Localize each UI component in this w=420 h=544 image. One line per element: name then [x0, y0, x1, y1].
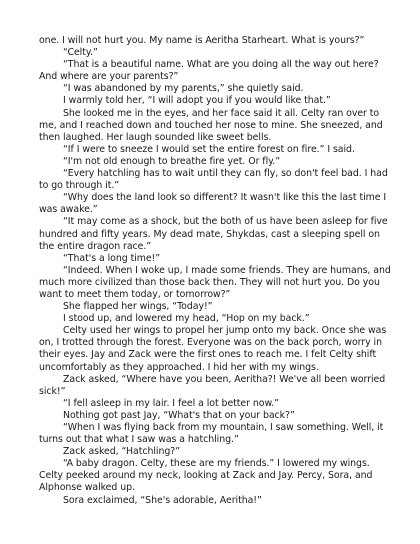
- paragraph: I stood up, and lowered my head, “Hop on my back.”: [63, 313, 310, 325]
- paragraph: “A baby dragon. Celty, these are my friends.” I lowered my wings. Celty peeked around my neck, looking at Zack and Jay. Percy, Sora, and Alphonse walked up.: [39, 458, 373, 494]
- paragraph: Zack asked, “Hatchling?”: [63, 446, 181, 458]
- paragraph: She flapped her wings, “Today!”: [63, 301, 213, 313]
- paragraph: “I fell asleep in my lair. I feel a lot better now.”: [63, 397, 279, 409]
- paragraph: “That is a beautiful name. What are you doing all the way out here? And where are your parents?”: [39, 59, 379, 83]
- story-text: [39, 35, 392, 507]
- paragraph: “When I was flying back from my mountain, I saw something. Well, it turns out that what I saw was a hatchling.”: [39, 422, 384, 446]
- paragraph: “I'm not old enough to breathe fire yet. Or fly.”: [63, 155, 281, 167]
- paragraph: I warmly told her, “I will adopt you if you would like that.”: [63, 95, 331, 107]
- paragraph: “Celty.”: [63, 47, 98, 59]
- paragraph: “Indeed. When I woke up, I made some friends. They are humans, and much more civilized than those back then. They will not hurt you. Do you want to meet them today, or tomorrow?”: [39, 264, 391, 300]
- paragraph: Celty used her wings to propel her jump onto my back. Once she was on, I trotted through the forest. Everyone was on the back porch, worry in their eyes. Jay and Zack were the first ones to reach me. I felt Celty shift uncomfortably as they approached. I hid her with my wings.: [39, 325, 387, 373]
- paragraph: one. I will not hurt you. My name is Aeritha Starheart. What is yours?”: [39, 35, 365, 46]
- paragraph: “If I were to sneeze I would set the entire forest on fire.” I said.: [63, 143, 355, 155]
- paragraph: “That's a long time!”: [63, 252, 161, 264]
- paragraph: Sora exclaimed, “She's adorable, Aeritha!”: [63, 494, 262, 506]
- paragraph: “I was abandoned by my parents,” she quietly said.: [63, 83, 304, 95]
- paragraph: “It may come as a shock, but the both of us have been asleep for five hundred and fifty years. My dead mate, Shykdas, cast a sleeping spell on the entire dragon race.”: [39, 216, 388, 252]
- paragraph: Nothing got past Jay, “What's that on your back?”: [63, 409, 295, 421]
- paragraph: “Why does the land look so different? It wasn't like this the last time I was awake.”: [39, 192, 387, 216]
- paragraph: Zack asked, “Where have you been, Aeritha?! We've all been worried sick!”: [39, 373, 386, 397]
- paragraph: “Every hatchling has to wait until they can fly, so don't feel bad. I had to go through it.”: [39, 168, 388, 192]
- paragraph: She looked me in the eyes, and her face said it all. Celty ran over to me, and I reached down and touched her nose to mine. She sneezed, and then laughed. Her laugh sounded like sweet bells.: [39, 107, 383, 143]
